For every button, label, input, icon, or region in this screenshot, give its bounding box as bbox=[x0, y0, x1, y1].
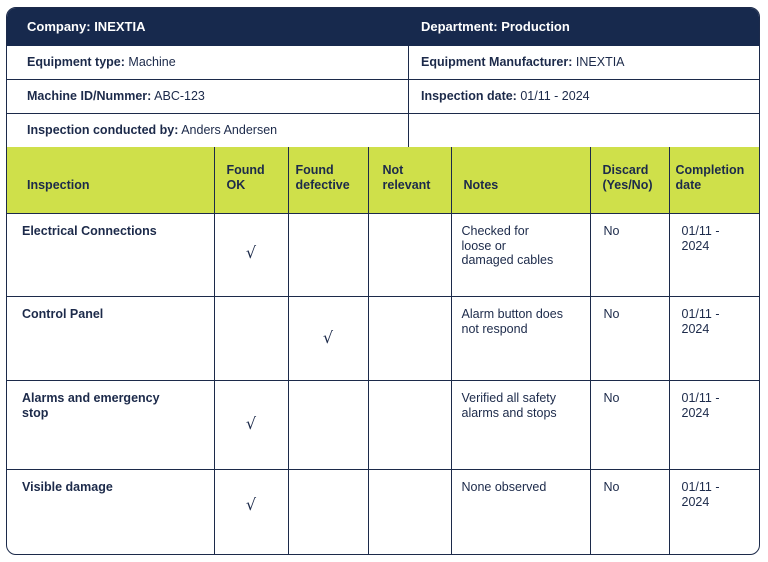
col-header-not-relevant: Not relevant bbox=[368, 147, 451, 214]
machine-id-label: Machine ID/Nummer: bbox=[27, 89, 152, 103]
company-cell bbox=[27, 8, 145, 46]
inspection-item: Visible damage bbox=[7, 470, 214, 556]
discard-cell: No bbox=[590, 297, 669, 381]
form-header bbox=[7, 8, 760, 46]
table-row bbox=[7, 297, 760, 381]
equipment-type-value: Machine bbox=[128, 55, 176, 69]
table-row bbox=[7, 214, 760, 297]
info-divider bbox=[408, 46, 409, 79]
inspection-item: Control Panel bbox=[7, 297, 214, 381]
found-defective-cell bbox=[288, 470, 368, 556]
company-value: INEXTIA bbox=[94, 19, 146, 34]
found-ok-cell bbox=[214, 214, 288, 297]
check-mark-icon: √ bbox=[245, 243, 257, 262]
machine-id-cell bbox=[27, 80, 205, 113]
found-ok-cell bbox=[214, 297, 288, 381]
discard-cell: No bbox=[590, 470, 669, 556]
col-header-discard: Discard (Yes/No) bbox=[590, 147, 669, 214]
notes-cell: Checked for loose or damaged cables bbox=[451, 214, 590, 297]
company-label: Company: bbox=[27, 19, 91, 34]
check-mark-icon: √ bbox=[322, 328, 334, 347]
completion-date-cell: 01/11 - 2024 bbox=[669, 470, 760, 556]
col-header-inspection: Inspection bbox=[7, 147, 214, 214]
col-header-found-ok: Found OK bbox=[214, 147, 288, 214]
col-header-completion-date: Completion date bbox=[669, 147, 760, 214]
not-relevant-cell bbox=[368, 297, 451, 381]
not-relevant-cell bbox=[368, 214, 451, 297]
found-ok-cell bbox=[214, 470, 288, 556]
not-relevant-cell bbox=[368, 470, 451, 556]
info-row-3 bbox=[7, 114, 760, 147]
check-mark-icon: √ bbox=[245, 414, 257, 433]
department-cell bbox=[421, 8, 570, 46]
found-defective-cell bbox=[288, 381, 368, 470]
manufacturer-label: Equipment Manufacturer: bbox=[421, 55, 573, 69]
inspection-table bbox=[7, 147, 760, 555]
col-header-found-defective: Found defective bbox=[288, 147, 368, 214]
inspection-date-value: 01/11 - 2024 bbox=[520, 89, 590, 103]
inspection-form bbox=[6, 7, 760, 555]
conducted-by-label: Inspection conducted by: bbox=[27, 123, 179, 137]
inspection-date-label: Inspection date: bbox=[421, 89, 517, 103]
inspection-date-cell bbox=[421, 80, 590, 113]
not-relevant-cell bbox=[368, 381, 451, 470]
equipment-type-label: Equipment type: bbox=[27, 55, 125, 69]
conducted-by-cell bbox=[27, 114, 277, 147]
department-value: Production bbox=[501, 19, 570, 34]
info-row-1 bbox=[7, 46, 760, 80]
conducted-by-value: Anders Andersen bbox=[181, 123, 278, 137]
equipment-type-cell bbox=[27, 46, 176, 79]
check-mark-icon: √ bbox=[245, 495, 257, 514]
info-divider bbox=[408, 114, 409, 147]
col-header-notes: Notes bbox=[451, 147, 590, 214]
table-header-row bbox=[7, 147, 760, 214]
found-ok-cell bbox=[214, 381, 288, 470]
info-row-2 bbox=[7, 80, 760, 114]
info-divider bbox=[408, 80, 409, 113]
inspection-item: Electrical Connections bbox=[7, 214, 214, 297]
manufacturer-value: INEXTIA bbox=[575, 55, 625, 69]
notes-cell: Verified all safety alarms and stops bbox=[451, 381, 590, 470]
inspection-item: Alarms and emergency stop bbox=[7, 381, 214, 470]
found-defective-cell bbox=[288, 297, 368, 381]
discard-cell: No bbox=[590, 214, 669, 297]
table-row bbox=[7, 470, 760, 556]
notes-cell: Alarm button does not respond bbox=[451, 297, 590, 381]
department-label: Department: bbox=[421, 19, 498, 34]
completion-date-cell: 01/11 - 2024 bbox=[669, 214, 760, 297]
completion-date-cell: 01/11 - 2024 bbox=[669, 381, 760, 470]
manufacturer-cell bbox=[421, 46, 625, 79]
found-defective-cell bbox=[288, 214, 368, 297]
machine-id-value: ABC-123 bbox=[154, 89, 205, 103]
notes-cell: None observed bbox=[451, 470, 590, 556]
discard-cell: No bbox=[590, 381, 669, 470]
table-row bbox=[7, 381, 760, 470]
completion-date-cell: 01/11 - 2024 bbox=[669, 297, 760, 381]
